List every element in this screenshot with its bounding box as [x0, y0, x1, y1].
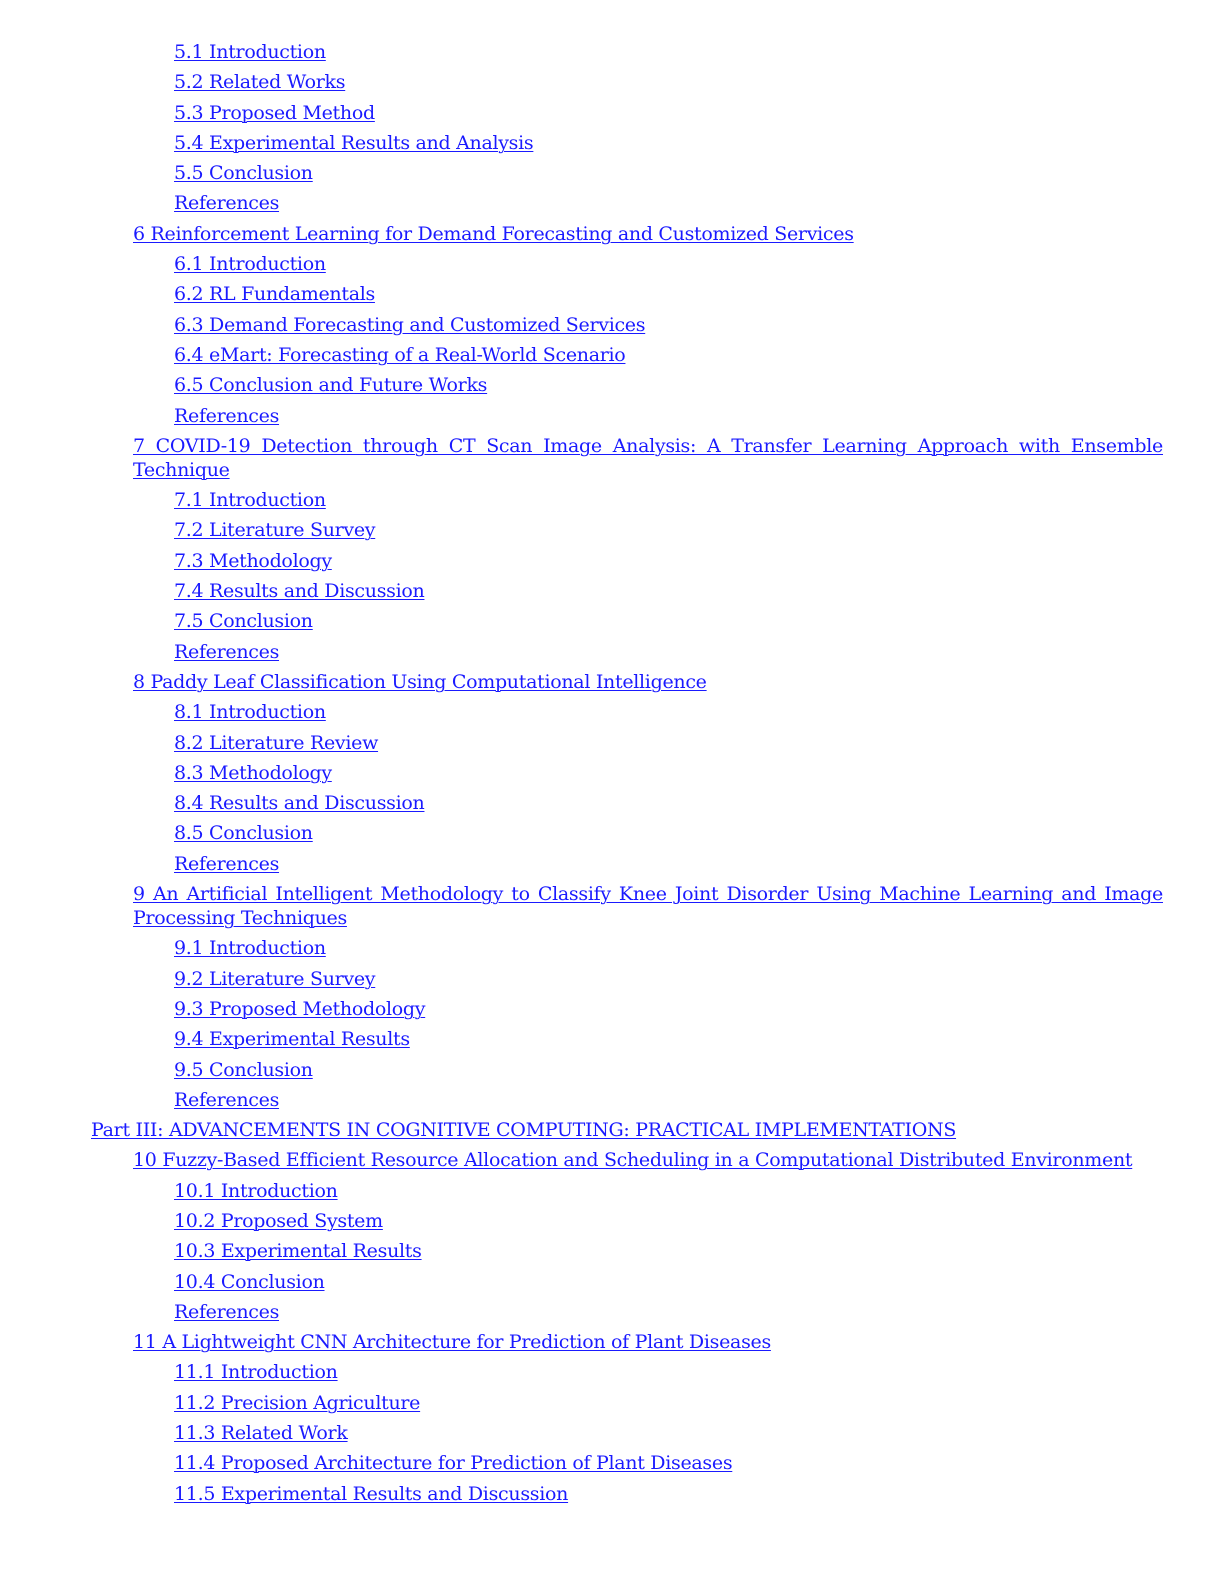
toc-section-link[interactable]: 10.4 Conclusion: [174, 1270, 325, 1293]
toc-section-link[interactable]: 6.3 Demand Forecasting and Customized Services: [174, 313, 646, 336]
toc-section-link[interactable]: 10.3 Experimental Results: [174, 1240, 422, 1263]
toc-section-link[interactable]: 8.1 Introduction: [174, 701, 326, 724]
toc-section-link[interactable]: 11.5 Experimental Results and Discussion: [174, 1482, 569, 1505]
toc-section-link[interactable]: 9.3 Proposed Methodology: [174, 997, 426, 1020]
toc-section-link[interactable]: 9.2 Literature Survey: [174, 967, 376, 990]
toc-section-link[interactable]: 10.2 Proposed System: [174, 1209, 383, 1232]
toc-section-link[interactable]: 8.5 Conclusion: [174, 822, 313, 845]
toc-section-link[interactable]: 6.1 Introduction: [174, 253, 326, 276]
toc-section-link[interactable]: 6.4 eMart: Forecasting of a Real-World Scenario: [174, 343, 626, 366]
toc-section-link[interactable]: References: [174, 640, 280, 663]
toc-section-link[interactable]: 9.5 Conclusion: [174, 1058, 313, 1081]
toc-section-link[interactable]: 11.4 Proposed Architecture for Prediction of Plant Diseases: [174, 1452, 733, 1475]
toc-section-link[interactable]: References: [174, 1300, 280, 1323]
toc-section-link[interactable]: 7.5 Conclusion: [174, 610, 313, 633]
toc-section-link[interactable]: 9.4 Experimental Results: [174, 1028, 410, 1051]
toc-section-link[interactable]: 5.1 Introduction: [174, 41, 326, 63]
toc-section-link[interactable]: 7.1 Introduction: [174, 489, 326, 512]
toc-chapter-link[interactable]: 7 COVID-19 Detection through CT Scan Image Analysis: A Transfer Learning Approach with Ensemble Technique: [133, 434, 1163, 481]
toc-section-link[interactable]: 8.3 Methodology: [174, 761, 332, 784]
toc-chapter-link[interactable]: 6 Reinforcement Learning for Demand Forecasting and Customized Services: [133, 222, 854, 245]
toc-section-link[interactable]: 7.3 Methodology: [174, 549, 332, 572]
toc-section-link[interactable]: References: [174, 404, 280, 427]
toc-chapter-link[interactable]: 9 An Artificial Intelligent Methodology to Classify Knee Joint Disorder Using Machine Learning and Image Processing Techniques: [133, 883, 1163, 930]
toc-section-link[interactable]: References: [174, 852, 280, 875]
toc-part-link[interactable]: Part III: ADVANCEMENTS IN COGNITIVE COMPUTING: PRACTICAL IMPLEMENTATIONS: [91, 1119, 957, 1142]
toc-section-link[interactable]: 10.1 Introduction: [174, 1179, 338, 1202]
toc-section-link[interactable]: 11.3 Related Work: [174, 1422, 348, 1445]
toc-chapter-link[interactable]: 10 Fuzzy-Based Efficient Resource Allocation and Scheduling in a Computational Distributed Environment: [133, 1149, 1133, 1172]
toc-section-link[interactable]: 6.2 RL Fundamentals: [174, 283, 375, 306]
toc-section-link[interactable]: References: [174, 192, 280, 215]
toc-section-link[interactable]: 8.4 Results and Discussion: [174, 792, 425, 815]
toc-section-link[interactable]: 7.2 Literature Survey: [174, 519, 376, 542]
toc-section-link[interactable]: 5.5 Conclusion: [174, 162, 313, 185]
toc-section-link[interactable]: 7.4 Results and Discussion: [174, 580, 425, 603]
toc-section-link[interactable]: 8.2 Literature Review: [174, 731, 379, 754]
toc-section-link[interactable]: 9.1 Introduction: [174, 937, 326, 960]
toc-section-link[interactable]: 5.3 Proposed Method: [174, 101, 375, 124]
table-of-contents: [0, 40, 1224, 1512]
toc-section-link[interactable]: 5.4 Experimental Results and Analysis: [174, 131, 534, 154]
toc-section-link[interactable]: 5.2 Related Works: [174, 71, 346, 94]
toc-section-link[interactable]: 11.2 Precision Agriculture: [174, 1391, 421, 1414]
toc-section-link[interactable]: 11.1 Introduction: [174, 1361, 338, 1384]
toc-section-link[interactable]: References: [174, 1088, 280, 1111]
toc-chapter-link[interactable]: 11 A Lightweight CNN Architecture for Prediction of Plant Diseases: [133, 1331, 771, 1354]
toc-chapter-link[interactable]: 8 Paddy Leaf Classification Using Computational Intelligence: [133, 670, 707, 693]
toc-section-link[interactable]: 6.5 Conclusion and Future Works: [174, 374, 488, 397]
